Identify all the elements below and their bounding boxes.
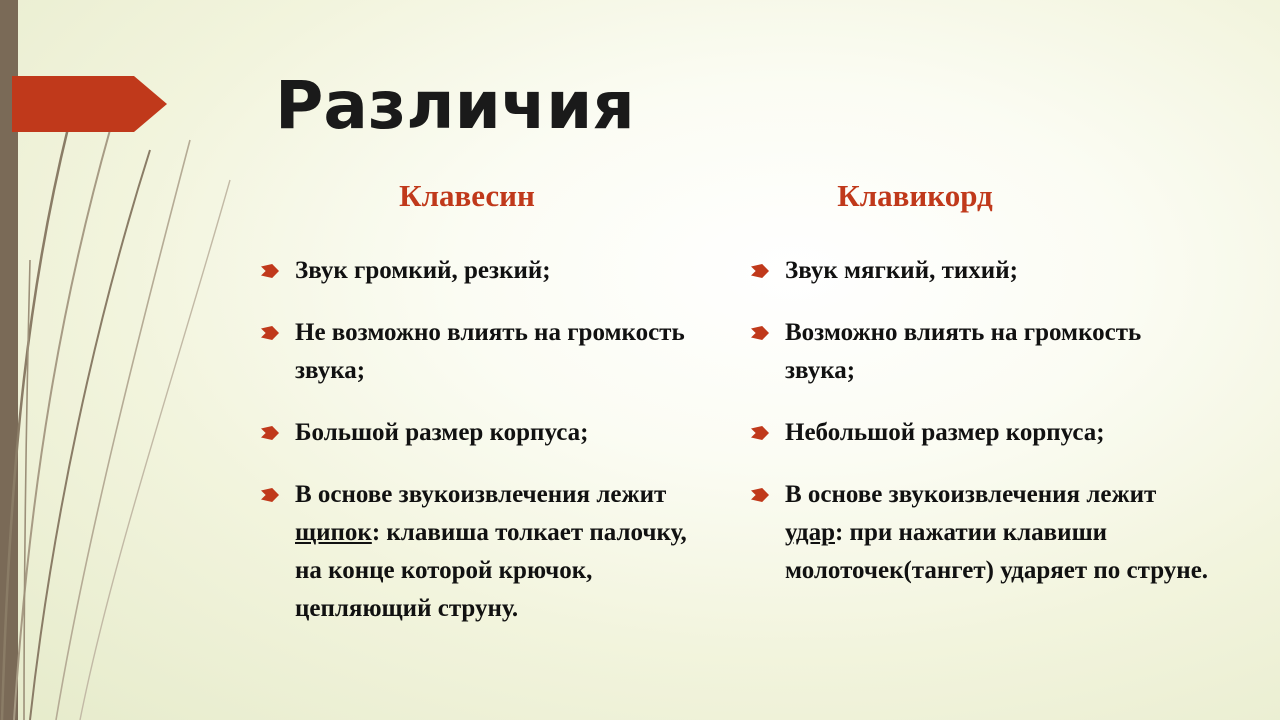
column-klavikord xyxy=(745,178,1215,614)
bullet-list-klavesin xyxy=(255,252,715,628)
page-title: Различия xyxy=(275,67,635,144)
list-item xyxy=(745,414,1215,452)
list-item-text: Возможно влиять на громкость звука; xyxy=(785,319,1142,384)
list-item xyxy=(255,314,715,390)
list-item xyxy=(745,476,1215,590)
list-item xyxy=(745,252,1215,290)
list-item-text: Большой размер корпуса; xyxy=(295,419,589,446)
list-item xyxy=(255,476,715,628)
list-item-text: Звук громкий, резкий; xyxy=(295,257,551,284)
decorative-grass-strokes xyxy=(0,120,260,720)
list-item xyxy=(255,414,715,452)
list-item-text: Небольшой размер корпуса; xyxy=(785,419,1105,446)
bullet-list-klavikord xyxy=(745,252,1215,590)
list-item-text: В основе звукоизвлечения лежит щипок: клавиша толкает палочку, на конце которой крючок, цепляющий струну. xyxy=(295,481,687,622)
column-heading-klavikord: Клавикорд xyxy=(837,178,993,213)
list-item xyxy=(255,252,715,290)
list-item xyxy=(745,314,1215,390)
list-item-text: В основе звукоизвлечения лежит удар: при нажатии клавиши молоточек(тангет) ударяет по струне. xyxy=(785,481,1209,584)
column-heading-klavesin: Клавесин xyxy=(399,178,535,213)
list-item-text: Не возможно влиять на громкость звука; xyxy=(295,319,685,384)
red-arrow-banner xyxy=(12,76,167,132)
column-klavesin xyxy=(255,178,715,652)
list-item-text: Звук мягкий, тихий; xyxy=(785,257,1018,284)
